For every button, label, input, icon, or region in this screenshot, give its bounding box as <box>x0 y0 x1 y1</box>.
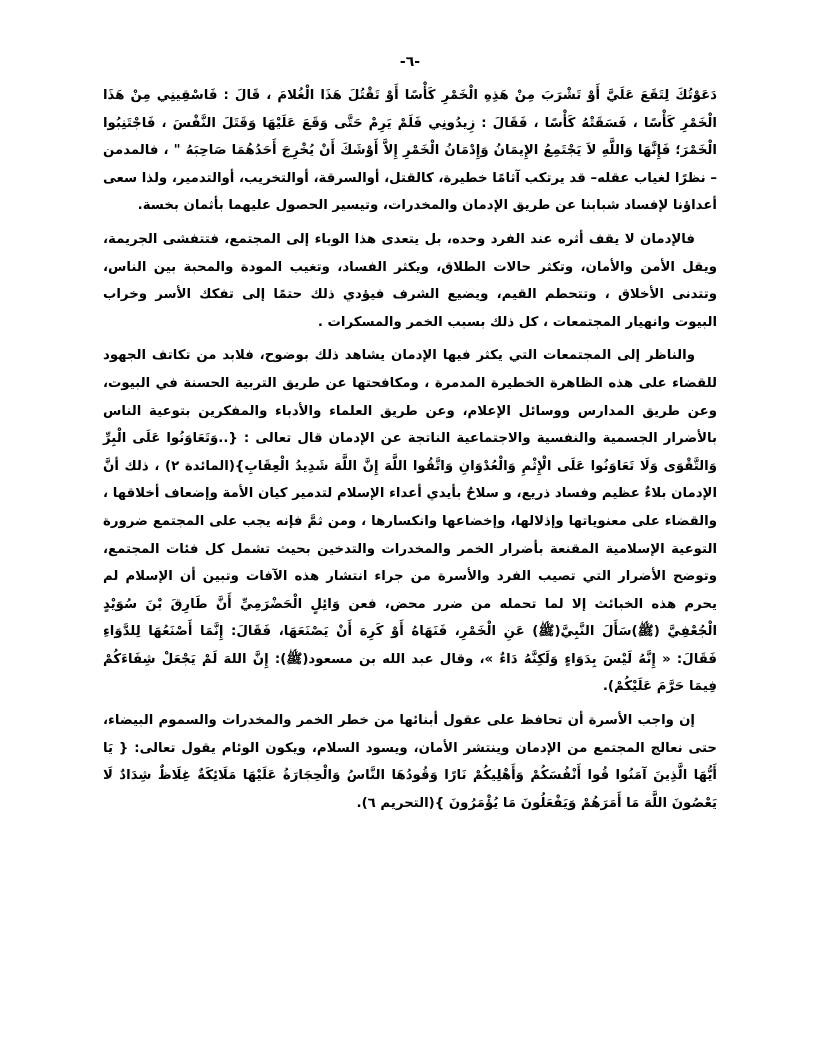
paragraph-2: فالإدمان لا يقف أثره عند الفرد وحده، بل يتعدى هذا الوباء إلى المجتمع، فتتفشى الجريمة، ويقل الأمن والأمان، وتكثر حالات الطلاق، ويكثر الفساد، وتغيب المودة والمحبة بين الناس، وتتدنى الأخلاق ، وتتحطم القيم، ويضيع الشرف فيؤدي ذلك حتمًا إلى تفكك الأسر وخراب البيوت وانهيار المجتمعات ، كل ذلك بسبب الخمر والمسكرات . <box>103 231 717 330</box>
paragraph-3: والناظر إلى المجتمعات التي يكثر فيها الإدمان يشاهد ذلك بوضوح، فلابد من تكاتف الجهود للقضاء على هذه الظاهرة الخطيرة المدمرة ، ومكافحتها عن طريق التربية الحسنة في البيوت، وعن طريق المدارس ووسائل الإعلام، وعن طريق العلماء والأدباء والمفكرين بتوعية الناس بالأضرار الجسمية والنفسية والاجتماعية الناتجة عن الإدمان قال تعالى : {..وَتَعَاوَنُوا عَلَى الْبِرِّ وَالتَّقْوَى وَلَا تَعَاوَنُوا عَلَى الْإِثْمِ وَالْعُدْوَانِ وَاتَّقُوا اللَّهَ إِنَّ اللَّهَ شَدِيدُ الْعِقَابِ}(المائدة ٢) ، ذلك أنَّ الإدمان بلاءٌ عظيم وفساد ذريع، و سلاحٌ بأيدي أعداء الإسلام لتدمير كيان الأمة وإضعاف أخلاقها ، والقضاء على معنوياتها وإذلالها، وإخضاعها وانكسارها ، ومن ثمَّ فإنه يجب على المجتمع ضرورة التوعية الإسلامية المقنعة بأضرار الخمر والمخدرات والتدخين بحيث تشمل كل فئات المجتمع، وتوضح الأضرار التي تصيب الفرد والأسرة من جراء انتشار هذه الآفات وتبين أن الإسلام لم يحرم هذه الخبائث إلا لما تحمله من ضرر محض، فعن وَائِلٍ الْحَضْرَمِيِّ أَنَّ طَارِقَ بْنَ سُوَيْدٍ الْجُعْفِيَّ (ﷺ)سَأَلَ النَّبِيَّ(ﷺ) عَنِ الْخَمْرِ، فَنَهَاهُ أَوْ كَرِهَ أَنْ يَصْنَعَهَا، فَقَالَ: إِنَّمَا أَصْنَعُهَا لِلدَّوَاءِ فَقَالَ: « إِنَّهُ لَيْسَ بِدَوَاءٍ وَلَكِنَّهُ دَاءٌ »، وقال عبد الله بن مسعود(ﷺ): إِنَّ اللهَ لَمْ يَجْعَلْ شِفَاءَكُمْ فِيمَا حَرَّمَ عَلَيْكُمْ). <box>103 348 718 695</box>
page-number: -٦- <box>399 54 421 70</box>
paragraph-1: دَعَوْتُكَ لِتَقَعَ عَلَيَّ أَوْ تَشْرَبَ مِنْ هَذِهِ الْخَمْرِ كَأْسًا أَوْ تَقْتُلَ هَذَا الْغُلامَ ، قَالَ : فَاسْقِينِي مِنْ هَذَا الْخَمْرِ كَأْسًا ، فَسَقَتْهُ كَأْسًا ، فَقَالَ : زِيدُونِي فَلَمْ يَرِمْ حَتَّى وَقَعَ عَلَيْهَا وَقَتَلَ النَّفْسَ ، فَاجْتَنِبُوا الْخَمْرَ؛ فَإِنَّهَا وَاللَّهِ لاَ يَجْتَمِعُ الإِيمَانُ وَإِدْمَانُ الْخَمْرِ إِلاَّ أَوْشَكَ أَنْ يُخْرِجَ أَحَدُهُمَا صَاحِبَهُ " ، فالمدمن – نظرًا لغياب عقله– قد يرتكب آثامًا خطيرة، كالقتل، أوالسرقة، أوالتخريب، أوالتدمير، ولذا سعى أعداؤنا لإفساد شبابنا عن طريق الإدمان والمخدرات، وتيسير الحصول عليهما بأثمان بخسة. <box>103 88 717 214</box>
paragraph-4: إن واجب الأسرة أن تحافظ على عقول أبنائها من خطر الخمر والمخدرات والسموم البيضاء، حتى نعالج المجتمع من الإدمان وينتشر الأمان، ويسود السلام، ويكون الوئام يقول تعالى: { يَا أَيُّهَا الَّذِينَ آمَنُوا قُوا أَنْفُسَكُمْ وَأَهْلِيكُمْ نَارًا وَقُودُهَا النَّاسُ وَالْحِجَارَةُ عَلَيْهَا مَلَائِكَةٌ غِلَاظٌ شِدَادٌ لَا يَعْصُونَ اللَّهَ مَا أَمَرَهُمْ وَيَفْعَلُونَ مَا يُؤْمَرُونَ }(التحريم ٦). <box>103 713 717 811</box>
document-page <box>103 52 717 1032</box>
